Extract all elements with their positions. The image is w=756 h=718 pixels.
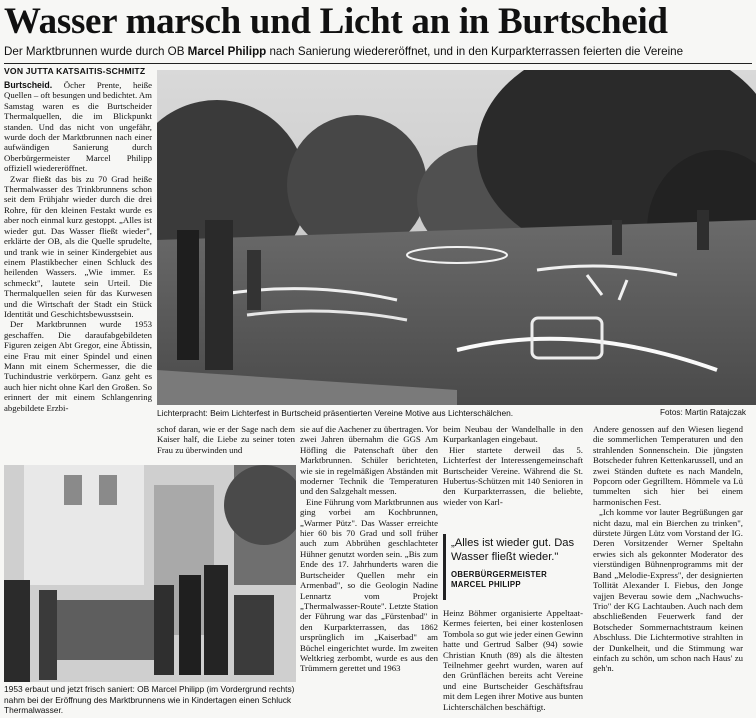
byline: VON JUTTA KATSAITIS-SCHMITZ bbox=[4, 66, 146, 76]
column-5 bbox=[593, 424, 743, 718]
main-photo bbox=[157, 70, 756, 405]
pull-quote bbox=[443, 530, 603, 602]
paragraph: Andere genossen auf den Wiesen liegend die sommerlichen Temperaturen und den strahlenden Sonnenschein. Die jüngsten Botscheder fuhren Kettenkarussell, und an zwei Ständen duftete es nach Mandeln, Popcorn oder Gegrilltem. Hömmele va Lü tummelten sich hier bei einem harmonischen Fest. bbox=[593, 424, 743, 507]
quote-source-name: MARCEL PHILIPP bbox=[451, 580, 521, 589]
fountain-ceremony-photo-icon bbox=[4, 465, 296, 682]
paragraph: beim Neubau der Wandelhalle in den Kurparkanlagen eingebaut. bbox=[443, 424, 583, 445]
paragraph: Heinz Böhmer organisierte Appeltaat-Kermes feierten, bei einer kostenlosen Tombola so gut wie jeder einen Gewinn hatte und Gertrud Salber (94) sowie Christian Knuth (89) als die ältesten Teilnehmer geehrt wurden, waren auf den Grünflächen bereits acht Vereine und eine Burtscheider Geschäftsfrau mit dem Legen ihrer Motive aus bunten Lichterschälchen beschäftigt. bbox=[443, 608, 583, 712]
subhead-prefix: Der Marktbrunnen wurde durch OB bbox=[4, 45, 188, 58]
paragraph bbox=[4, 80, 152, 174]
subhead-suffix: nach Sanierung wiedereröffnet, und in den Kurparkterrassen feierten die Vereine bbox=[266, 45, 684, 58]
subhead bbox=[4, 45, 752, 59]
dateline: Burtscheid. bbox=[4, 80, 53, 90]
paragraph: Der Marktbrunnen wurde 1953 geschaffen. Die daraufabgebildeten Figuren zeigen Abt Gregor, eine Äbtissin, eine Frau mit einer Spindel und einen Mann mit einem Schermesser, die die Tuchindustrie verkörpern. Ganz geht es auch hier nicht ohne Karl den Großen. So erinnert der mit einem Schlangenring abgebildete Erzbi- bbox=[4, 319, 152, 413]
illuminated-lawn-photo-icon bbox=[157, 70, 756, 405]
quote-text: „Alles ist wieder gut. Das Wasser fließt wieder." bbox=[451, 537, 575, 563]
column-1 bbox=[4, 80, 152, 425]
headline: Wasser marsch und Licht an in Burtscheid bbox=[4, 1, 668, 42]
paragraph: „Ich komme vor lauter Begrüßungen gar nicht dazu, mal ein Bierchen zu trinken", dürstete Jürgen Lütz vom Vorstand der IG. Deren Vorsitzender Werner Speltahn erwies sich als gekonnter Moderator des vierstündigen Bühnenprogramms mit der Band „Melodie-Express", der designierten Tollität Alexander I. Fiebus, den Jonge vajjen Beverau sowie dem „Nachwuchs-Trio" der KG Lachtauben. Auch nach dem abschließenden Feuerwerk fand der Botscheder Sommernachtstraum keinen Abschluss. Die Lichtermotive strahlten in der Dunkelheit, und die Stimmung war einfach zu schön, um schon nach Haus' zu geh'n. bbox=[593, 507, 743, 674]
paragraph: Eine Führung vom Marktbrunnen aus ging vorbei am Kochbrunnen, „Warmer Pütz". Das Wasser erreichte hier 60 bis 70 Grad und soll früher auch zum Abbrühen geschlachteter Hühner genutzt worden sein. „Bis zum Ende des 17. Jahrhunderts waren die Burtscheider Quellen mehr ein Armenbad", so die Geologin Nadine Lennartz vom Projekt „Thermalwasser-Route". Letzte Station der Führung war das „Fürstenbad" in den Kurparkterrassen, das 1862 ursprünglich im „Kaiserbad" am Büchel eingerichtet wurde. Im zweiten Weltkrieg zerbombt, wurde es aus den Trümmern gerettet und 1963 bbox=[300, 496, 438, 674]
subhead-name: Marcel Philipp bbox=[187, 45, 267, 58]
quote-source bbox=[451, 570, 611, 590]
paragraph: Zwar fließt das bis zu 70 Grad heiße Thermalwasser des Trinkbrunnens schon seit dem Frühjahr wieder durch die drei Rohre, für den kleinen Festakt wurde es aber noch einmal kurz gestoppt. „Alles ist wieder gut. Das Wasser fließt wieder", erklärte der OB, als die Quelle sprudelte, und trank wie in seiner Kindergebiet aus einem Plastikbecher einen Schluck des heilenden Wassers. „Wie immer. Es schmeckt", lautete sein Urteil. Die Thermalquellen seien für das Kurwesen und die Wirtschaft der Stadt ein Stück Identität und Geschichtsbewusstsein. bbox=[4, 173, 152, 319]
column-4 bbox=[443, 424, 583, 524]
main-photo-caption: Lichterpracht: Beim Lichterfest in Burtscheid präsentierten Vereine Motive aus Lichterschälchen. bbox=[157, 408, 514, 418]
quote-source-title: OBERBÜRGERMEISTER bbox=[451, 570, 548, 579]
column-3 bbox=[300, 424, 438, 718]
small-photo bbox=[4, 465, 296, 682]
quote-bar bbox=[443, 534, 446, 600]
top-rule bbox=[4, 63, 752, 64]
paragraph: sie auf die Aachener zu übertragen. Vor zwei Jahren übernahm die GGS Am Höfling die Patenschaft über den Marktbrunnen. Schüler berichteten, wie sie in regelmäßigen Abständen mit moderner Technik die Temperaturen und den Salzgehalt messen. bbox=[300, 424, 438, 497]
column-4-continued bbox=[443, 608, 583, 718]
paragraph: Hier startete derweil das 5. Lichterfest der Interessengemeinschaft Burtscheider Vereine. Während die St. Hubertus-Schützen mit 140 Senioren in den Kurparkterrassen, die beliebte, wieder von Karl- bbox=[443, 444, 583, 507]
column-2 bbox=[157, 424, 295, 456]
photo-credit: Fotos: Martin Ratajczak bbox=[660, 408, 746, 417]
paragraph-text: Öcher Prente, heiße Quellen – oft besungen und bedichtet. Am Samstag waren es die Burtscheider Thermalquellen, die im Blickpunkt standen. Und das nicht von ungefähr, wurde doch der Marktbrunnen nach einer aufwändigen Sanierung durch Oberbürgermeister Marcel Philipp offiziell wiedereröffnet. bbox=[4, 80, 152, 174]
small-photo-caption: 1953 erbaut und jetzt frisch saniert: OB Marcel Philipp (im Vordergrund rechts) nahm bei der Eröffnung des Marktbrunnens wie in Kindertagen einen Schluck Thermalwasser. bbox=[4, 684, 295, 716]
paragraph: schof daran, wie er der Sage nach dem Kaiser half, die Liebe zu seiner toten Frau zu überwinden und bbox=[157, 424, 295, 455]
